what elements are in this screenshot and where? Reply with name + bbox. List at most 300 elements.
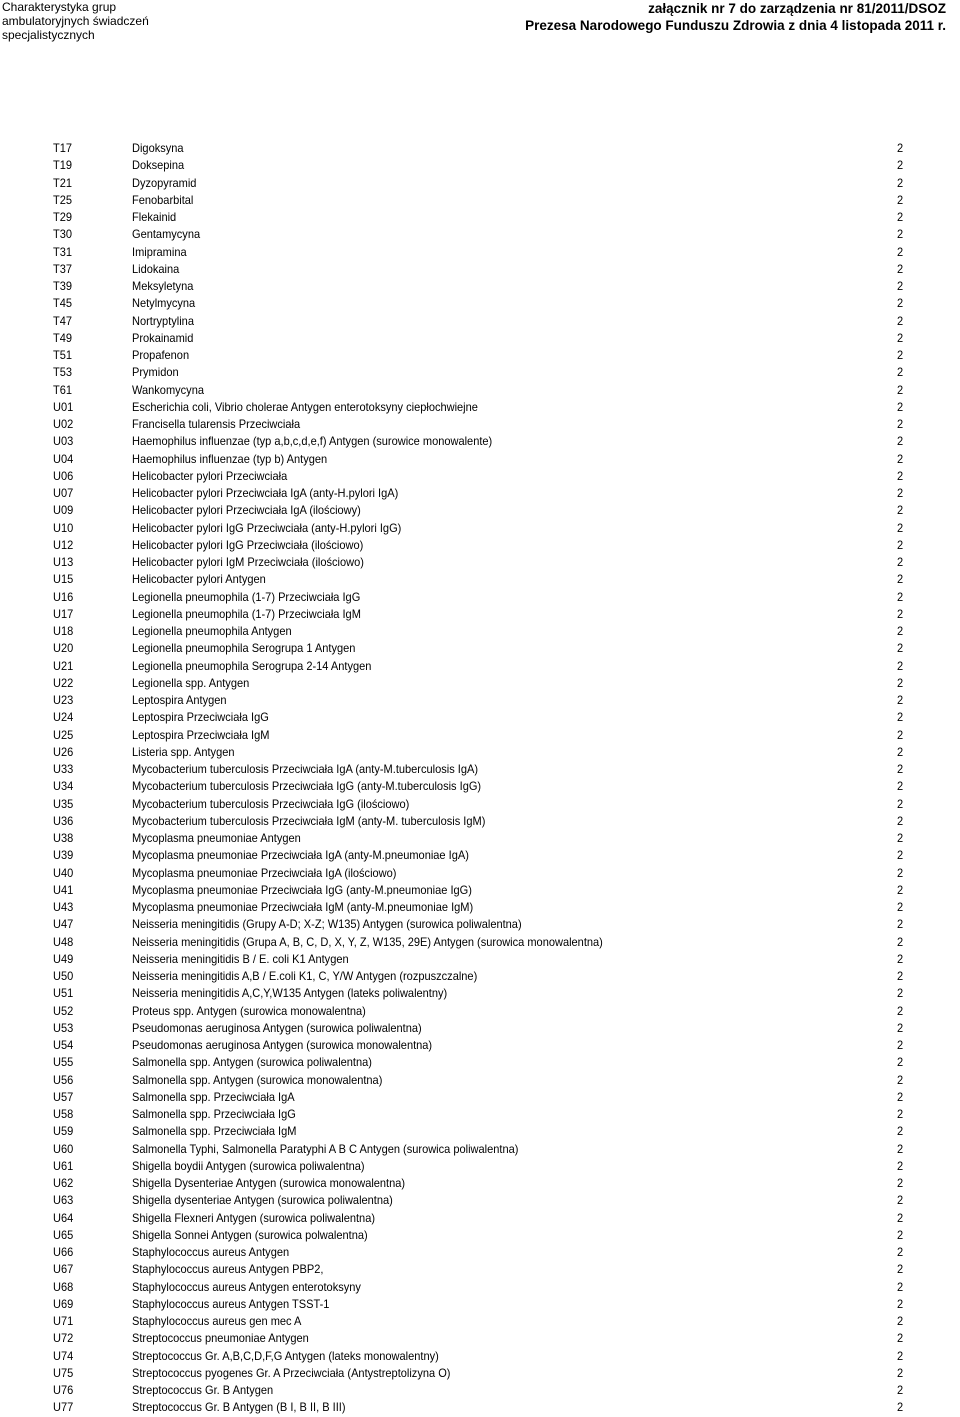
list-item xyxy=(0,951,960,968)
item-value: 2 xyxy=(897,417,904,431)
list-item xyxy=(0,658,960,675)
list-item xyxy=(0,1330,960,1347)
list-item xyxy=(0,295,960,312)
list-item xyxy=(0,554,960,571)
item-value: 2 xyxy=(897,969,904,983)
item-code: T30 xyxy=(53,227,73,242)
list-item xyxy=(0,520,960,537)
item-code: U25 xyxy=(53,727,74,742)
item-name: Neisseria meningitidis A,C,Y,W135 Antygen (lateks poliwalentny) xyxy=(132,986,448,1001)
item-value: 2 xyxy=(897,813,904,828)
item-value: 2 xyxy=(897,434,904,449)
list-item xyxy=(0,1348,960,1365)
item-code: U22 xyxy=(53,675,74,690)
item-code: U43 xyxy=(53,900,74,914)
item-code: U63 xyxy=(53,1193,74,1208)
item-code: U09 xyxy=(53,503,74,518)
item-name: Mycobacterium tuberculosis Przeciwciała IgG (ilościowo) xyxy=(132,796,410,811)
header-left xyxy=(2,0,202,42)
item-value: 2 xyxy=(897,382,904,397)
item-code: T47 xyxy=(53,313,73,328)
list-item xyxy=(0,589,960,606)
item-value: 2 xyxy=(897,1003,904,1018)
item-value: 2 xyxy=(897,572,904,587)
item-code: T25 xyxy=(53,192,73,207)
item-value: 2 xyxy=(897,986,904,1001)
list-item xyxy=(0,278,960,295)
item-name: Imipramina xyxy=(132,244,187,259)
item-name: Helicobacter pylori Przeciwciała xyxy=(132,468,288,483)
item-name: Salmonella spp. Antygen (surowica monowalentna) xyxy=(132,1072,383,1087)
item-code: U67 xyxy=(53,1262,74,1277)
item-name: Helicobacter pylori IgM Przeciwciała (ilościowo) xyxy=(132,555,364,569)
item-name: Streptococcus pneumoniae Antygen xyxy=(132,1331,309,1346)
list-item xyxy=(0,192,960,209)
list-item xyxy=(0,502,960,519)
item-code: U34 xyxy=(53,779,74,794)
item-code: U53 xyxy=(53,1020,74,1035)
item-value: 2 xyxy=(897,796,904,811)
item-value: 2 xyxy=(897,1107,904,1121)
item-value: 2 xyxy=(897,658,904,673)
item-value: 2 xyxy=(897,1124,904,1139)
item-name: Shigella dysenteriae Antygen (surowica poliwalentna) xyxy=(132,1193,393,1208)
list-item xyxy=(0,675,960,692)
item-code: U55 xyxy=(53,1055,74,1070)
item-code: U26 xyxy=(53,744,74,759)
list-item xyxy=(0,847,960,864)
item-name: Flekainid xyxy=(132,210,177,224)
item-code: U17 xyxy=(53,606,74,621)
item-name: Mycobacterium tuberculosis Przeciwciała IgA (anty-M.tuberculosis IgA) xyxy=(132,762,479,776)
item-code: U76 xyxy=(53,1383,74,1397)
item-name: Haemophilus influenzae (typ a,b,c,d,e,f) Antygen (surowice monowalente) xyxy=(132,434,493,449)
list-item xyxy=(0,451,960,468)
list-item xyxy=(0,1141,960,1158)
item-value: 2 xyxy=(897,1158,904,1173)
list-item xyxy=(0,899,960,916)
list-item xyxy=(0,1279,960,1296)
item-value: 2 xyxy=(897,1176,904,1190)
list-item xyxy=(0,813,960,830)
item-value: 2 xyxy=(897,1296,904,1311)
item-name: Legionella pneumophila Antygen xyxy=(132,624,292,638)
list-item xyxy=(0,1054,960,1071)
item-name: Mycoplasma pneumoniae Antygen xyxy=(132,831,301,845)
item-name: Leptospira Przeciwciała IgG xyxy=(132,710,269,725)
item-value: 2 xyxy=(897,1365,904,1380)
item-name: Netylmycyna xyxy=(132,296,196,311)
item-value: 2 xyxy=(897,330,904,345)
item-code: U47 xyxy=(53,917,74,932)
item-code: U06 xyxy=(53,468,74,483)
item-name: Streptococcus pyogenes Gr. A Przeciwciała (Antystreptolizyna O) xyxy=(132,1365,451,1380)
list-item xyxy=(0,537,960,554)
item-name: Salmonella Typhi, Salmonella Paratyphi A B C Antygen (surowica poliwalentna) xyxy=(132,1141,519,1156)
item-code: U68 xyxy=(53,1279,74,1294)
item-code: U64 xyxy=(53,1210,74,1225)
item-value: 2 xyxy=(897,744,904,759)
item-value: 2 xyxy=(897,1314,904,1328)
list-item xyxy=(0,399,960,416)
item-name: Mycobacterium tuberculosis Przeciwciała IgG (anty-M.tuberculosis IgG) xyxy=(132,779,482,794)
item-name: Mycoplasma pneumoniae Przeciwciała IgG (anty-M.pneumoniae IgG) xyxy=(132,882,472,897)
item-value: 2 xyxy=(897,537,904,552)
item-code: U75 xyxy=(53,1365,74,1380)
item-code: T31 xyxy=(53,244,73,259)
list-item xyxy=(0,364,960,381)
list-item xyxy=(0,916,960,933)
item-name: Francisella tularensis Przeciwciała xyxy=(132,417,301,431)
item-code: U60 xyxy=(53,1141,74,1156)
item-code: T29 xyxy=(53,210,73,224)
item-code: U74 xyxy=(53,1348,74,1363)
item-name: Mycoplasma pneumoniae Przeciwciała IgA (anty-M.pneumoniae IgA) xyxy=(132,848,469,863)
list-item xyxy=(0,1037,960,1054)
item-code: U20 xyxy=(53,641,74,656)
item-value: 2 xyxy=(897,1400,904,1415)
item-code: U35 xyxy=(53,796,74,811)
item-value: 2 xyxy=(897,141,904,155)
item-name: Haemophilus influenzae (typ b) Antygen xyxy=(132,451,328,466)
list-item xyxy=(0,1227,960,1244)
item-name: Helicobacter pylori IgG Przeciwciała (ilościowo) xyxy=(132,537,364,552)
item-name: Helicobacter pylori Przeciwciała IgA (anty-H.pylori IgA) xyxy=(132,486,399,500)
item-code: U01 xyxy=(53,399,74,414)
item-code: U65 xyxy=(53,1227,74,1242)
list-item xyxy=(0,1365,960,1382)
item-name: Lidokaina xyxy=(132,261,180,276)
item-code: U10 xyxy=(53,520,74,535)
item-name: Legionella pneumophila (1-7) Przeciwciała IgG xyxy=(132,589,361,604)
item-name: Proteus spp. Antygen (surowica monowalentna) xyxy=(132,1003,366,1018)
item-code: U57 xyxy=(53,1089,74,1104)
item-value: 2 xyxy=(897,710,904,725)
item-value: 2 xyxy=(897,779,904,794)
item-code: T51 xyxy=(53,348,73,362)
list-item xyxy=(0,313,960,330)
item-code: U48 xyxy=(53,934,74,949)
item-name: Neisseria meningitidis (Grupy A-D; X-Z; W135) Antygen (surowica poliwalentna) xyxy=(132,917,522,932)
item-name: Leptospira Antygen xyxy=(132,693,227,707)
item-value: 2 xyxy=(897,1038,904,1052)
item-code: U39 xyxy=(53,848,74,863)
item-value: 2 xyxy=(897,486,904,500)
item-name: Gentamycyna xyxy=(132,227,201,242)
item-name: Meksyletyna xyxy=(132,279,194,293)
item-code: T61 xyxy=(53,382,73,397)
list-item xyxy=(0,244,960,261)
item-value: 2 xyxy=(897,934,904,949)
item-value: 2 xyxy=(897,951,904,966)
item-name: Streptococcus Gr. A,B,C,D,F,G Antygen (lateks monowalentny) xyxy=(132,1348,439,1363)
item-code: U71 xyxy=(53,1314,74,1328)
item-value: 2 xyxy=(897,624,904,638)
item-code: U21 xyxy=(53,658,74,673)
item-value: 2 xyxy=(897,848,904,863)
item-code: U15 xyxy=(53,572,74,587)
item-code: U02 xyxy=(53,417,74,431)
list-item xyxy=(0,727,960,744)
list-item xyxy=(0,347,960,364)
list-item xyxy=(0,468,960,485)
item-value: 2 xyxy=(897,503,904,518)
list-item xyxy=(0,830,960,847)
list-item xyxy=(0,865,960,882)
item-name: Dyzopyramid xyxy=(132,175,197,190)
item-value: 2 xyxy=(897,279,904,293)
item-code: U52 xyxy=(53,1003,74,1018)
list-item xyxy=(0,1192,960,1209)
item-value: 2 xyxy=(897,1279,904,1294)
item-value: 2 xyxy=(897,1020,904,1035)
list-item xyxy=(0,1003,960,1020)
item-value: 2 xyxy=(897,1227,904,1242)
item-value: 2 xyxy=(897,399,904,414)
item-value: 2 xyxy=(897,296,904,311)
item-name: Shigella Dysenteriae Antygen (surowica monowalentna) xyxy=(132,1176,406,1190)
list-item xyxy=(0,709,960,726)
item-name: Legionella pneumophila Serogrupa 1 Antygen xyxy=(132,641,356,656)
list-item xyxy=(0,1089,960,1106)
list-item xyxy=(0,1399,960,1416)
item-code: U03 xyxy=(53,434,74,449)
item-code: U40 xyxy=(53,865,74,880)
item-name: Staphylococcus aureus Antygen enterotoksyny xyxy=(132,1279,361,1294)
item-code: U77 xyxy=(53,1400,74,1415)
list-item xyxy=(0,571,960,588)
item-name: Wankomycyna xyxy=(132,382,204,397)
item-value: 2 xyxy=(897,900,904,914)
item-name: Pseudomonas aeruginosa Antygen (surowica poliwalentna) xyxy=(132,1020,422,1035)
item-value: 2 xyxy=(897,1383,904,1397)
item-code: T17 xyxy=(53,141,73,155)
item-name: Helicobacter pylori Przeciwciała IgA (ilościowy) xyxy=(132,503,361,518)
item-name: Helicobacter pylori Antygen xyxy=(132,572,266,587)
list-item xyxy=(0,1261,960,1278)
item-name: Nortryptylina xyxy=(132,313,194,328)
list-item xyxy=(0,934,960,951)
item-value: 2 xyxy=(897,1348,904,1363)
item-name: Streptococcus Gr. B Antygen (B I, B II, B III) xyxy=(132,1400,346,1415)
list-item xyxy=(0,433,960,450)
item-value: 2 xyxy=(897,313,904,328)
item-name: Mycoplasma pneumoniae Przeciwciała IgA (ilościowo) xyxy=(132,865,397,880)
item-code: U23 xyxy=(53,693,74,707)
item-name: Salmonella spp. Przeciwciała IgG xyxy=(132,1107,296,1121)
item-code: U59 xyxy=(53,1124,74,1139)
item-name: Escherichia coli, Vibrio cholerae Antygen enterotoksyny ciepłochwiejne xyxy=(132,399,478,414)
list-item xyxy=(0,744,960,761)
item-name: Digoksyna xyxy=(132,141,184,155)
list-item xyxy=(0,1106,960,1123)
item-code: U13 xyxy=(53,555,74,569)
list-item xyxy=(0,1175,960,1192)
item-name: Propafenon xyxy=(132,348,190,362)
item-code: U51 xyxy=(53,986,74,1001)
list-item xyxy=(0,382,960,399)
list-item xyxy=(0,1382,960,1399)
item-code: T21 xyxy=(53,175,73,190)
item-code: U49 xyxy=(53,951,74,966)
list-item xyxy=(0,968,960,985)
item-value: 2 xyxy=(897,1262,904,1277)
item-code: T49 xyxy=(53,330,73,345)
list-item xyxy=(0,485,960,502)
item-code: U54 xyxy=(53,1038,74,1052)
item-value: 2 xyxy=(897,227,904,242)
item-name: Shigella boydii Antygen (surowica poliwalentna) xyxy=(132,1158,365,1173)
item-value: 2 xyxy=(897,468,904,483)
list-item xyxy=(0,1020,960,1037)
item-name: Prymidon xyxy=(132,365,179,380)
item-code: T39 xyxy=(53,279,73,293)
item-code: U66 xyxy=(53,1245,74,1259)
list-item xyxy=(0,1210,960,1227)
item-code: U50 xyxy=(53,969,74,983)
item-code: U24 xyxy=(53,710,74,725)
item-code: T19 xyxy=(53,158,73,173)
item-name: Staphylococcus aureus Antygen PBP2, xyxy=(132,1262,324,1277)
item-value: 2 xyxy=(897,1141,904,1156)
item-code: U41 xyxy=(53,882,74,897)
item-value: 2 xyxy=(897,192,904,207)
item-value: 2 xyxy=(897,244,904,259)
item-name: Listeria spp. Antygen xyxy=(132,744,235,759)
list-item xyxy=(0,157,960,174)
item-value: 2 xyxy=(897,348,904,362)
item-name: Salmonella spp. Przeciwciała IgA xyxy=(132,1089,295,1104)
item-value: 2 xyxy=(897,451,904,466)
item-name: Staphylococcus aureus gen mec A xyxy=(132,1314,302,1328)
item-value: 2 xyxy=(897,762,904,776)
list-item xyxy=(0,623,960,640)
item-value: 2 xyxy=(897,210,904,224)
list-item xyxy=(0,1123,960,1140)
list-item xyxy=(0,330,960,347)
item-code: T45 xyxy=(53,296,73,311)
list-item xyxy=(0,761,960,778)
item-name: Neisseria meningitidis A,B / E.coli K1, C, Y/W Antygen (rozpuszczalne) xyxy=(132,969,478,983)
item-value: 2 xyxy=(897,1072,904,1087)
header-left-line-3: specjalistycznych xyxy=(2,28,95,42)
list-item xyxy=(0,1313,960,1330)
item-value: 2 xyxy=(897,365,904,380)
list-item xyxy=(0,606,960,623)
item-name: Prokainamid xyxy=(132,330,194,345)
list-item xyxy=(0,416,960,433)
item-name: Neisseria meningitidis B / E. coli K1 Antygen xyxy=(132,951,349,966)
item-code: U07 xyxy=(53,486,74,500)
item-name: Leptospira Przeciwciała IgM xyxy=(132,727,270,742)
item-value: 2 xyxy=(897,1210,904,1225)
list-item xyxy=(0,175,960,192)
header-left-line-1: Charakterystyka grup xyxy=(2,0,117,14)
item-name: Neisseria meningitidis (Grupa A, B, C, D, X, Y, Z, W135, 29E) Antygen (surowica monowalentna) xyxy=(132,934,603,949)
item-code: U04 xyxy=(53,451,74,466)
item-code: U18 xyxy=(53,624,74,638)
item-code: U12 xyxy=(53,537,74,552)
list-item xyxy=(0,1296,960,1313)
item-name: Mycobacterium tuberculosis Przeciwciała IgM (anty-M. tuberculosis IgM) xyxy=(132,813,486,828)
item-value: 2 xyxy=(897,1055,904,1070)
item-code: U69 xyxy=(53,1296,74,1311)
item-value: 2 xyxy=(897,693,904,707)
item-value: 2 xyxy=(897,917,904,932)
item-value: 2 xyxy=(897,675,904,690)
item-value: 2 xyxy=(897,1331,904,1346)
item-value: 2 xyxy=(897,175,904,190)
item-name: Legionella pneumophila Serogrupa 2-14 Antygen xyxy=(132,658,372,673)
item-name: Salmonella spp. Przeciwciała IgM xyxy=(132,1124,297,1139)
list-item xyxy=(0,209,960,226)
item-name: Legionella spp. Antygen xyxy=(132,675,250,690)
header-right-line-2: Prezesa Narodowego Funduszu Zdrowia z dnia 4 listopada 2011 r. xyxy=(525,18,946,33)
item-value: 2 xyxy=(897,1193,904,1208)
item-code: U72 xyxy=(53,1331,74,1346)
item-value: 2 xyxy=(897,589,904,604)
item-value: 2 xyxy=(897,727,904,742)
item-value: 2 xyxy=(897,606,904,621)
item-code: U62 xyxy=(53,1176,74,1190)
item-code: U38 xyxy=(53,831,74,845)
list-item xyxy=(0,796,960,813)
procedure-list xyxy=(0,140,960,1417)
list-item xyxy=(0,226,960,243)
item-name: Staphylococcus aureus Antygen xyxy=(132,1245,290,1259)
list-item xyxy=(0,778,960,795)
item-value: 2 xyxy=(897,261,904,276)
item-name: Streptococcus Gr. B Antygen xyxy=(132,1383,274,1397)
item-name: Pseudomonas aeruginosa Antygen (surowica monowalentna) xyxy=(132,1038,433,1052)
item-name: Legionella pneumophila (1-7) Przeciwciała IgM xyxy=(132,606,361,621)
item-name: Helicobacter pylori IgG Przeciwciała (anty-H.pylori IgG) xyxy=(132,520,402,535)
item-value: 2 xyxy=(897,865,904,880)
list-item xyxy=(0,882,960,899)
item-value: 2 xyxy=(897,520,904,535)
item-value: 2 xyxy=(897,882,904,897)
list-item xyxy=(0,140,960,157)
header-right xyxy=(525,0,946,34)
item-code: T53 xyxy=(53,365,73,380)
item-value: 2 xyxy=(897,1089,904,1104)
list-item xyxy=(0,640,960,657)
item-code: U56 xyxy=(53,1072,74,1087)
list-item xyxy=(0,1072,960,1089)
list-item xyxy=(0,985,960,1002)
header-left-line-2: ambulatoryjnych świadczeń xyxy=(2,14,149,28)
list-item xyxy=(0,692,960,709)
item-code: U36 xyxy=(53,813,74,828)
item-code: U16 xyxy=(53,589,74,604)
item-code: T37 xyxy=(53,261,73,276)
item-value: 2 xyxy=(897,1245,904,1259)
item-code: U61 xyxy=(53,1158,74,1173)
header-right-line-1: załącznik nr 7 do zarządzenia nr 81/2011/DSOZ xyxy=(648,1,946,16)
item-value: 2 xyxy=(897,641,904,656)
item-name: Shigella Sonnei Antygen (surowica polwalentna) xyxy=(132,1227,368,1242)
item-name: Salmonella spp. Antygen (surowica poliwalentna) xyxy=(132,1055,372,1070)
list-item xyxy=(0,1244,960,1261)
item-code: U58 xyxy=(53,1107,74,1121)
item-value: 2 xyxy=(897,831,904,845)
list-item xyxy=(0,1158,960,1175)
item-value: 2 xyxy=(897,555,904,569)
item-name: Doksepina xyxy=(132,158,185,173)
item-name: Shigella Flexneri Antygen (surowica poliwalentna) xyxy=(132,1210,376,1225)
item-value: 2 xyxy=(897,158,904,173)
item-name: Fenobarbital xyxy=(132,192,194,207)
